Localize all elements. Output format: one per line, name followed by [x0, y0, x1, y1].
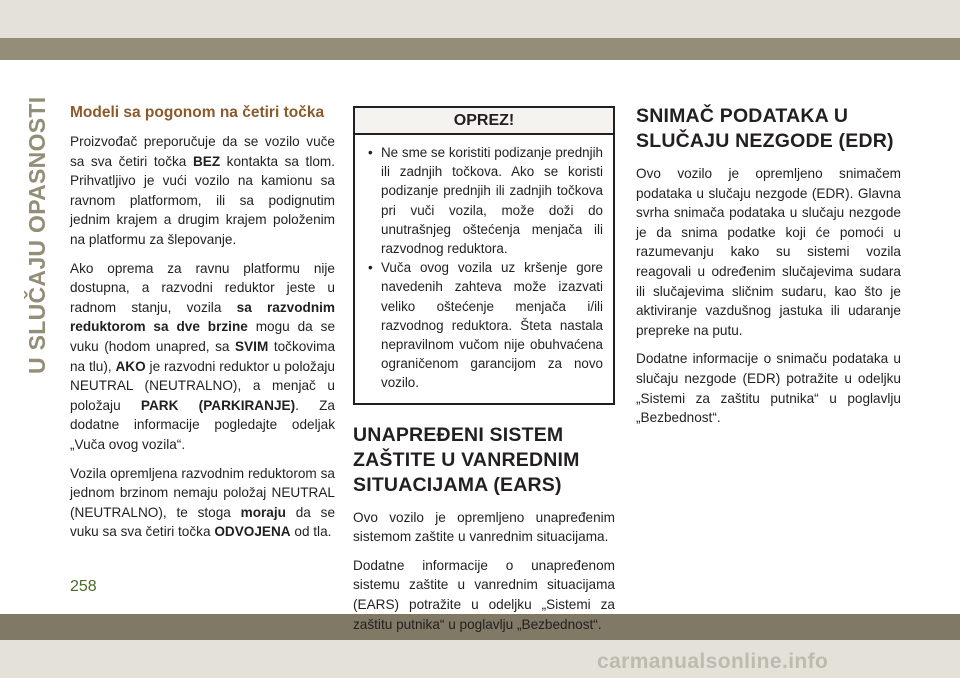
paragraph-two-speed-transfer: Ako oprema za ravnu platformu nije dostupna, a razvodni reduktor jeste u radnom stanju, vozila sa razvodnim reduktorom sa dve brzine mogu da se vuku (hodom unapred, sa SVIM točkovima na tlu), AKO je razvodni reduktor u položaju NEUTRAL (NEUTRALNO), a menjač u položaju PARK (PARKIRANJE). Za dodatne informacije pogledajte odeljak „Vuča ovog vozila“.	[70, 260, 336, 452]
section-subheading: Modeli sa pogonom na četiri točka	[70, 104, 325, 121]
edr-paragraph: Dodatne informacije o snimaču podataka u slučaju nezgode (EDR) potražite u odeljku „Sistemi za zaštitu putnika“ u poglavlju „Bezbednost“.	[636, 351, 901, 426]
ears-paragraph: Dodatne informacije o unapređenom sistemu zaštite u vanrednim situacijama (EARS) potražite u odeljku „Sistemi za zaštitu putnika“ u poglavlju „Bezbednost“.	[353, 557, 615, 632]
header-stripe	[0, 38, 960, 60]
site-watermark: carmanualsonline.info	[597, 650, 829, 673]
column-left	[70, 104, 335, 551]
caution-title: OPREZ!	[355, 108, 613, 135]
edr-paragraph: Ovo vozilo je opremljeno snimačem podataka u slučaju nezgode (EDR). Glavna svrha snimača podataka u slučaju nezgode je da snima podatke koji će pomoći u razumevanju kako su sistemi vozila reagovali u određenim slučajevima sudara ili slučajevima sličnim sudaru, kao što je aktiviranje vazdušnog jastuka ili udaranje prepreke na putu.	[636, 166, 901, 338]
edr-heading: SNIMAČ PODATAKA U SLUČAJU NEZGODE (EDR)	[636, 105, 894, 152]
paragraph-single-speed-transfer: Vozila opremljena razvodnim reduktorom sa jednom brzinom nemaju položaj NEUTRAL (NEUTRALNO), te stoga moraju da se vuku sa sva četiri točka ODVOJENA od tla.	[70, 465, 336, 540]
caution-item: • Vuča ovog vozila uz kršenje gore navedenih zahteva može izazvati veliko oštećenje menjača i/ili razvodnog reduktora. Šteta nastala nepravilnom vučom nije obuhvaćena ograničenom garancijom za novo vozilo.	[365, 258, 603, 392]
ears-heading: UNAPREĐENI SISTEM ZAŠTITE U VANREDNIM SITUACIJAMA (EARS)	[353, 423, 580, 496]
caution-item: • Ne sme se koristiti podizanje prednjih ili zadnjih točkova. Ako se koristi podizanje prednjih ili zadnjih točkova pri vuči vozila, može doži do unutrašnjeg oštećenja menjača ili razvodnog reduktora.	[365, 143, 603, 258]
paragraph-towing-recommendation: Proizvođač preporučuje da se vozilo vuče sa sva četiri točka BEZ kontakta sa tlom. Prihvatljivo je vući vozilo na kamionu sa ravnom platformom, ili sa podignutim jednim krajem a drugim krajem položenim na platformu za šlepovanje.	[70, 134, 335, 247]
column-right	[636, 104, 901, 437]
ears-paragraph: Ovo vozilo je opremljeno unapređenim sistemom zaštite u vanrednim situacijama.	[353, 509, 615, 545]
caution-box	[353, 106, 615, 405]
page-number: 258	[70, 578, 97, 595]
caution-body	[355, 135, 613, 403]
column-middle	[353, 104, 615, 643]
chapter-side-label: U SLUČAJU OPASNOSTI	[24, 96, 50, 374]
